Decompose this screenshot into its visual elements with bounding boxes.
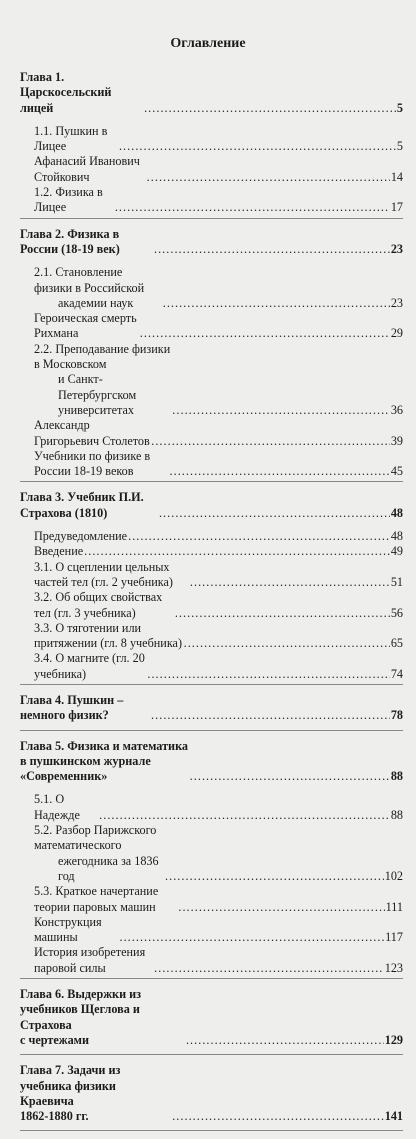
page-number: 39 [390, 433, 403, 448]
entry-title [20, 490, 158, 521]
toc-section [20, 739, 403, 979]
subsection-entry[interactable] [20, 185, 403, 216]
subsection-entry[interactable] [20, 154, 403, 185]
entry-title [20, 1063, 171, 1124]
page-number: 5 [396, 139, 403, 154]
leader-dots [163, 296, 390, 311]
chapter-entry[interactable] [20, 70, 403, 116]
page-number: 49 [390, 544, 403, 559]
chapter-entry[interactable] [20, 739, 403, 785]
subsection-entry[interactable] [20, 792, 403, 823]
leader-dots [165, 869, 384, 884]
entry-title-continuation: ежегодника за 1836 год [58, 853, 159, 883]
page-number: 56 [390, 605, 403, 620]
entry-title-line: Глава 7. Задачи из учебника физики Краевича [20, 1063, 121, 1108]
leader-dots [190, 769, 390, 784]
subsection-entry[interactable] [20, 529, 403, 544]
toc-heading: Оглавление [170, 36, 246, 51]
entry-title [20, 70, 143, 116]
leader-dots [151, 708, 390, 723]
toc-section [20, 693, 403, 731]
chapter-entry[interactable] [20, 987, 403, 1048]
subsection-entry[interactable] [20, 651, 403, 682]
entry-title-line: Глава 1. Царскосельский лицей [20, 70, 112, 115]
leader-dots [154, 961, 384, 976]
subsection-entry[interactable] [20, 124, 403, 155]
entry-title-line: Введение [34, 544, 84, 559]
entry-title [34, 560, 189, 591]
entry-title-line: Глава 2. Физика в России (18-19 век) [20, 226, 120, 256]
leader-dots [190, 575, 390, 590]
entry-title [34, 945, 153, 976]
subsection-entry[interactable] [20, 544, 403, 559]
entry-title-continuation: академии наук [58, 295, 134, 310]
entry-title [34, 311, 139, 342]
page-number: 45 [390, 464, 403, 479]
subsection-entry[interactable] [20, 621, 403, 652]
leader-dots [147, 667, 389, 682]
entry-title-line: Афанасий Иванович Стойкович [34, 154, 140, 184]
subsection-entry[interactable] [20, 265, 403, 311]
entry-title-line: Глава 3. Учебник П.И. Страхова (1810) [20, 490, 144, 520]
toc-section [20, 70, 403, 219]
entry-title [34, 449, 169, 480]
entry-title-continuation: 1862-1880 гг. [20, 1109, 89, 1124]
entry-title [20, 987, 185, 1048]
chapter-entry[interactable] [20, 490, 403, 521]
entry-title-line: Предуведомление [34, 529, 128, 544]
leader-dots [147, 170, 390, 185]
leader-dots [140, 326, 390, 341]
entry-title-line: История изобретения паровой силы [34, 945, 146, 975]
entry-title [34, 590, 174, 621]
leader-dots [99, 808, 390, 823]
entry-title-continuation: с чертежами [20, 1032, 90, 1047]
page-number: 78 [390, 708, 403, 723]
page-number: 48 [390, 529, 403, 544]
toc-section [20, 1063, 403, 1131]
entry-title [34, 884, 177, 915]
entry-title-line: 2.1. Становление физики в Российской [34, 265, 145, 295]
leader-dots [128, 529, 390, 544]
entry-title-line: Учебники по физике в России 18-19 веков [34, 448, 151, 479]
subsection-entry[interactable] [20, 884, 403, 915]
entry-title-line: Глава 4. Пушкин – немного физик? [20, 692, 124, 723]
entry-title-line: Героическая смерть Рихмана [34, 311, 137, 341]
leader-dots [159, 506, 390, 521]
entry-title [34, 823, 164, 884]
subsection-entry[interactable] [20, 418, 403, 449]
page-number: 36 [390, 402, 403, 417]
chapter-entry[interactable] [20, 227, 403, 258]
entry-title [20, 739, 189, 785]
page-number: 51 [390, 574, 403, 589]
page-number: 102 [384, 868, 403, 883]
entry-title-line: 2.2. Преподавание физики в Московском [34, 341, 171, 372]
page-number: 117 [385, 930, 403, 945]
table-of-contents [20, 70, 403, 1139]
entry-title-line: 3.2. Об общих свойствах тел (гл. 3 учебника) [34, 590, 163, 620]
page-number: 129 [384, 1032, 403, 1047]
page-number: 14 [390, 169, 403, 184]
page-number: 23 [390, 241, 403, 256]
entry-title-line: 3.1. О сцеплении цельных частей тел (гл. 2 учебника) [34, 559, 173, 589]
leader-dots [151, 434, 390, 449]
entry-title-continuation: и Санкт-Петербургском университетах [58, 372, 137, 417]
leader-dots [119, 139, 396, 154]
toc-section [20, 227, 403, 483]
page-number: 48 [390, 505, 403, 520]
entry-title [34, 621, 183, 652]
entry-title [34, 544, 83, 559]
subsection-entry[interactable] [20, 449, 403, 480]
entry-title [34, 651, 146, 682]
entry-title-line: 1.2. Физика в Лицее [34, 185, 103, 215]
leader-dots [115, 200, 390, 215]
subsection-entry[interactable] [20, 590, 403, 621]
page-number: 141 [384, 1109, 403, 1124]
entry-title-line: Глава 5. Физика и математика в пушкинском журнале [20, 738, 189, 768]
page-number: 88 [390, 807, 403, 822]
entry-title [34, 185, 114, 216]
entry-title [34, 915, 118, 946]
entry-title-line: 5.3. Краткое начертание теории паровых машин [34, 884, 159, 914]
entry-title [34, 124, 118, 155]
page-number: 29 [390, 326, 403, 341]
page-number: 65 [390, 636, 403, 651]
chapter-entry[interactable] [20, 1063, 403, 1124]
toc-section [20, 987, 403, 1055]
subsection-entry[interactable] [20, 560, 403, 591]
leader-dots [178, 900, 384, 915]
leader-dots [119, 930, 384, 945]
subsection-entry[interactable] [20, 311, 403, 342]
entry-title-line: 3.4. О магните (гл. 20 учебника) [34, 651, 145, 681]
entry-title [20, 227, 153, 258]
leader-dots [172, 403, 390, 418]
entry-title [20, 693, 150, 724]
entry-title [34, 342, 171, 418]
entry-title [34, 265, 162, 311]
page-number: 111 [385, 899, 403, 914]
entry-title-line: 3.3. О тяготении или притяжении (гл. 8 учебника) [34, 620, 183, 651]
leader-dots [170, 464, 390, 479]
subsection-entry[interactable] [20, 915, 403, 946]
subsection-entry[interactable] [20, 342, 403, 418]
entry-title-line: 1.1. Пушкин в Лицее [34, 123, 108, 154]
page-number: 123 [384, 960, 403, 975]
entry-title [34, 529, 127, 544]
leader-dots [144, 101, 396, 116]
page-number: 74 [390, 666, 403, 681]
entry-title [34, 418, 150, 449]
subsection-entry[interactable] [20, 945, 403, 976]
chapter-entry[interactable] [20, 693, 403, 724]
entry-title-line: Глава 6. Выдержки из учебников Щеглова и Страхова [20, 987, 142, 1032]
leader-dots [175, 606, 390, 621]
entry-title-line: 5.1. О Надежде [34, 792, 80, 822]
leader-dots [186, 1033, 384, 1048]
entry-title-continuation: «Современник» [20, 769, 108, 784]
page-number: 17 [390, 200, 403, 215]
subsection-entry[interactable] [20, 823, 403, 884]
entry-title [34, 792, 98, 823]
toc-section [20, 490, 403, 685]
leader-dots [172, 1109, 384, 1124]
leader-dots [184, 636, 390, 651]
entry-title-line: Конструкция машины [34, 914, 102, 945]
page-number: 5 [396, 100, 403, 115]
leader-dots [154, 242, 390, 257]
page-number: 23 [390, 295, 403, 310]
entry-title [34, 154, 146, 185]
leader-dots [84, 544, 390, 559]
entry-title-line: Александр Григорьевич Столетов [34, 418, 150, 448]
page-number: 88 [390, 769, 403, 784]
entry-title-line: 5.2. Разбор Парижского математического [34, 823, 157, 853]
